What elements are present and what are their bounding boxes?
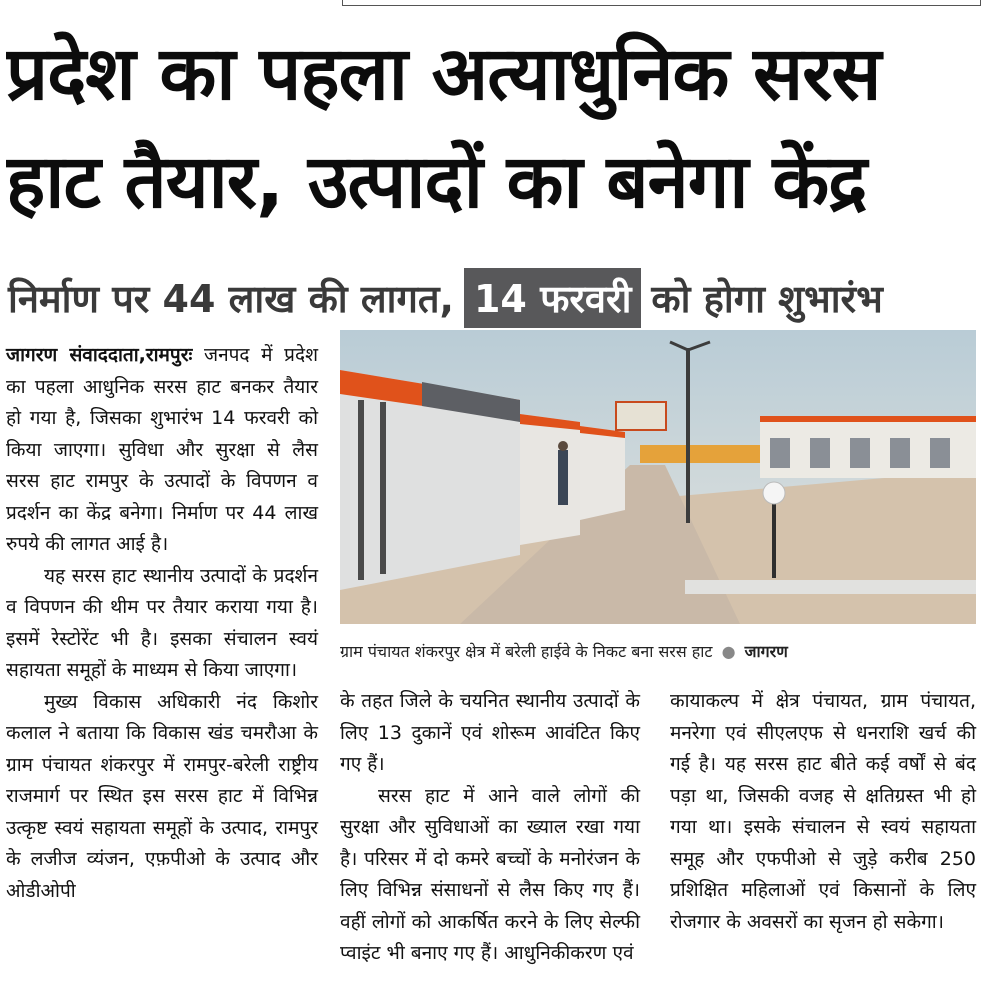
top-border-rule xyxy=(342,0,981,6)
headline-line-1: प्रदेश का पहला अत्याधुनिक सरस xyxy=(6,31,881,117)
article-column-middle xyxy=(340,686,640,970)
bullet-dot-icon: ● xyxy=(721,642,736,661)
sign-board xyxy=(616,402,666,430)
subhead-text-after: को होगा शुभारंभ xyxy=(651,277,883,321)
paragraph-1-text: जनपद में प्रदेश का पहला आधुनिक सरस हाट बनकर तैयार हो गया है, जिसका शुभारंभ 14 फरवरी को किया जाएगा। सुविधा और सुरक्षा से लैस सरस हाट रामपुर के उत्पादों के विपणन व प्रदर्शन का केंद्र बनेगा। निर्माण पर 44 लाख रुपये की लागत आई है। xyxy=(6,344,318,555)
lamp-post-short xyxy=(772,494,776,578)
headline-line-2: हाट तैयार, उत्पादों का बनेगा केंद्र xyxy=(6,139,867,225)
subhead-highlight-date: 14 फरवरी xyxy=(464,268,641,328)
distant-wall xyxy=(640,445,760,463)
paragraph-3: मुख्य विकास अधिकारी नंद किशोर कलाल ने बताया कि विकास खंड चमरौआ के ग्राम पंचायत शंकरपुर में रामपुर-बरेली राष्ट्रीय राजमार्ग पर स्थित इस सरस हाट में विभिन्न उत्कृष्ट स्वयं सहायता समूहों के उत्पाद, रामपुर के लजीज व्यंजन, एफ़पीओ के उत्पाद और ओडीओपी xyxy=(6,690,318,902)
paragraph-5: सरस हाट में आने वाले लोगों की सुरक्षा और सुविधाओं का ख्याल रखा गया है। परिसर में दो कमरे बच्चों के मनोरंजन के लिए विभिन्न संसाधनों से लैस किए गए हैं। वहीं लोगों को आकर्षित करने के लिए सेल्फी प्वाइंट भी बनाए गए हैं। आधुनिकीकरण एवं xyxy=(340,784,640,964)
photo-caption xyxy=(340,640,976,662)
photo-illustration xyxy=(340,330,976,624)
caption-text: ग्राम पंचायत शंकरपुर क्षेत्र में बरेली हाईवे के निकट बना सरस हाट xyxy=(340,642,713,661)
headline xyxy=(6,20,976,236)
article-column-right xyxy=(670,686,976,938)
byline: जागरण संवाददाता,रामपुरः xyxy=(6,344,193,366)
lamp-post-tall xyxy=(686,348,690,523)
subhead-text-before: निर्माण पर 44 लाख की लागत, xyxy=(8,277,454,321)
photo-credit: जागरण xyxy=(744,642,788,661)
news-photo xyxy=(340,330,976,624)
paragraph-1 xyxy=(6,340,318,561)
paragraph-4: के तहत जिले के चयनित स्थानीय उत्पादों के लिए 13 दुकानें एवं शोरूम आवंटित किए गए हैं। xyxy=(340,690,640,775)
person xyxy=(558,450,568,505)
paragraph-6: कायाकल्प में क्षेत्र पंचायत, ग्राम पंचायत, मनरेगा एवं सीएलएफ से धनराशि खर्च की गई है। यह सरस हाट बीते कई वर्षों से बंद पड़ा था, जिसकी वजह से क्षतिग्रस्त भी हो गया था। इसके संचालन से स्वयं सहायता समूह और एफपीओ से जुड़े करीब 250 प्रशिक्षित महिलाओं एवं किसानों के लिए रोजगार के अवसरों का सृजन हो सकेगा। xyxy=(670,690,976,933)
paragraph-2: यह सरस हाट स्थानीय उत्पादों के प्रदर्शन व विपणन की थीम पर तैयार कराया गया है। इसमें रेस्टोरेंट भी है। इसका संचालन स्वयं सहायता समूहों के माध्यम से किया जाएगा। xyxy=(6,564,318,681)
curb xyxy=(685,580,976,594)
article-column-left xyxy=(6,340,318,907)
subheadline xyxy=(8,268,978,328)
